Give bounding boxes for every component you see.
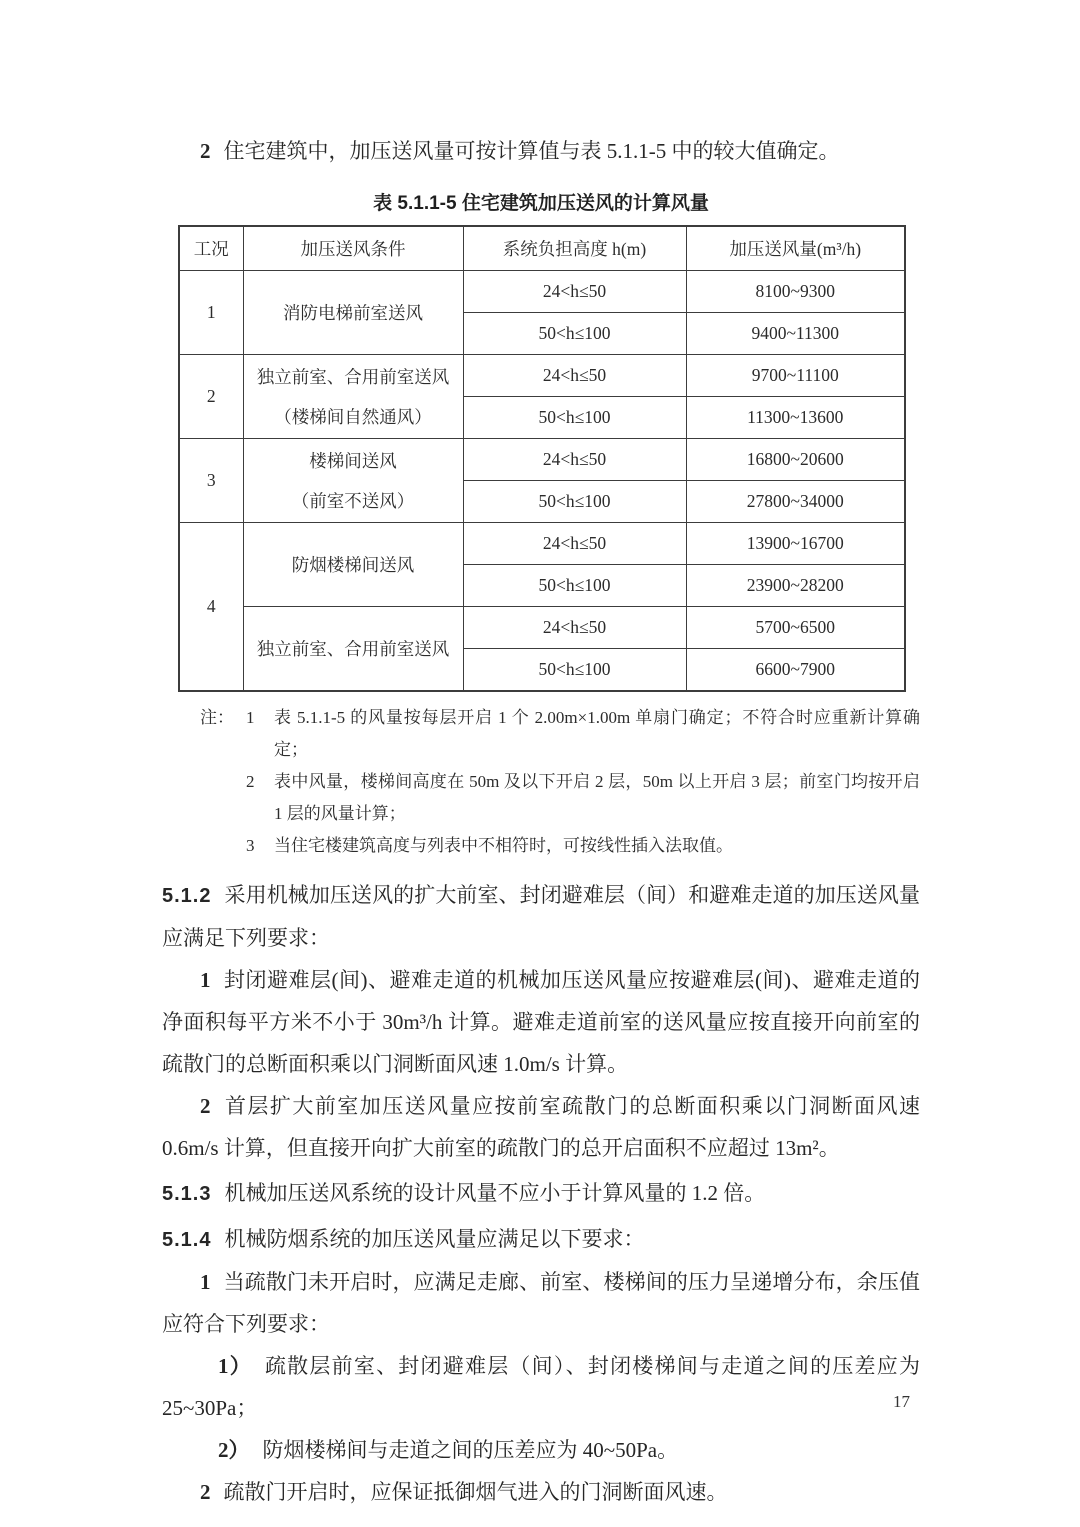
condition-cell: 消防电梯前室送风	[243, 271, 463, 355]
paragraph-text: 疏散层前室、封闭避难层（间）、封闭楼梯间与走道之间的压差应为 25~30Pa；	[162, 1354, 920, 1420]
height-cell: 24<h≤50	[463, 355, 686, 397]
table-header-row	[179, 226, 905, 271]
list-paragraph	[162, 1471, 920, 1513]
height-cell: 24<h≤50	[463, 271, 686, 313]
intro-paragraph	[162, 130, 920, 172]
note-item	[200, 766, 920, 830]
paragraph-text: 首层扩大前室加压送风量应按前室疏散门的总断面积乘以门洞断面风速 0.6m/s 计算，但直接开向扩大前室的疏散门的总开启面积不应超过 13m²。	[162, 1094, 920, 1160]
note-number: 1	[246, 708, 255, 727]
airflow-cell: 9400~11300	[686, 313, 905, 355]
table-title: 表 5.1.1-5 住宅建筑加压送风的计算风量	[373, 193, 709, 214]
height-cell: 50<h≤100	[463, 649, 686, 692]
sublist-paragraph	[162, 1345, 920, 1429]
sublist-paragraph	[162, 1429, 920, 1471]
note-item	[200, 702, 920, 766]
condition-cell: 独立前室、合用前室送风	[243, 607, 463, 692]
height-cell: 50<h≤100	[463, 397, 686, 439]
case-cell: 3	[179, 439, 243, 523]
paragraph-text: 机械防烟系统的加压送风量应满足以下要求：	[224, 1227, 645, 1251]
list-paragraph	[162, 1085, 920, 1169]
condition-line: （前室不送风）	[291, 490, 415, 511]
condition-cell: 防烟楼梯间送风	[243, 523, 463, 607]
note-text: 表中风量，楼梯间高度在 50m 及以下开启 2 层，50m 以上开启 3 层；前室门均按开启 1 层的风量计算；	[274, 772, 920, 823]
note-label	[200, 766, 246, 830]
height-cell: 50<h≤100	[463, 313, 686, 355]
airflow-cell: 9700~11100	[686, 355, 905, 397]
page-content	[162, 130, 920, 1513]
condition-cell	[243, 355, 463, 439]
case-cell: 4	[179, 523, 243, 692]
paragraph-number: 1）	[218, 1354, 252, 1378]
paragraph-text: 疏散门开启时，应保证抵御烟气进入的门洞断面风速。	[223, 1480, 728, 1504]
section-number: 5.1.3	[162, 1183, 212, 1205]
section-paragraph	[162, 874, 920, 959]
header-cell-height: 系统负担高度 h(m)	[463, 226, 686, 271]
list-paragraph	[162, 1261, 920, 1345]
height-cell: 24<h≤50	[463, 607, 686, 649]
paragraph-number: 1	[200, 968, 211, 992]
header-cell-airflow: 加压送风量(m³/h)	[686, 226, 905, 271]
condition-line: （楼梯间自然通风）	[274, 406, 432, 427]
paragraph-number: 2	[200, 1480, 211, 1504]
airflow-cell: 13900~16700	[686, 523, 905, 565]
airflow-cell: 16800~20600	[686, 439, 905, 481]
paragraph-text: 住宅建筑中，加压送风量可按计算值与表 5.1.1-5 中的较大值确定。	[223, 139, 840, 163]
table-row	[179, 439, 905, 481]
height-cell: 24<h≤50	[463, 439, 686, 481]
header-cell-case: 工况	[179, 226, 243, 271]
paragraph-number: 1	[200, 1270, 211, 1294]
table-row	[179, 607, 905, 649]
note-text: 表 5.1.1-5 的风量按每层开启 1 个 2.00m×1.00m 单扇门确定；不符合时应重新计算确定；	[274, 708, 920, 759]
section-paragraph	[162, 1172, 920, 1215]
section-number: 5.1.4	[162, 1229, 212, 1251]
height-cell: 24<h≤50	[463, 523, 686, 565]
pressurization-airflow-table	[178, 225, 906, 692]
list-paragraph	[162, 959, 920, 1085]
page-number: 17	[893, 1392, 910, 1411]
note-number: 3	[246, 836, 255, 855]
table-row	[179, 355, 905, 397]
paragraph-number: 2）	[218, 1438, 250, 1462]
paragraph-text: 采用机械加压送风的扩大前室、封闭避难层（间）和避难走道的加压送风量应满足下列要求：	[162, 883, 920, 950]
note-label	[200, 830, 246, 862]
condition-cell	[243, 439, 463, 523]
airflow-cell: 6600~7900	[686, 649, 905, 692]
airflow-cell: 23900~28200	[686, 565, 905, 607]
condition-line: 独立前室、合用前室送风	[256, 366, 450, 387]
table-row	[179, 523, 905, 565]
condition-line: 楼梯间送风	[309, 450, 397, 471]
table-row	[179, 271, 905, 313]
note-number: 2	[246, 772, 255, 791]
airflow-cell: 8100~9300	[686, 271, 905, 313]
table-notes	[200, 702, 920, 862]
note-text: 当住宅楼建筑高度与列表中不相符时，可按线性插入法取值。	[274, 836, 733, 855]
note-label: 注：	[200, 708, 234, 727]
case-cell: 2	[179, 355, 243, 439]
height-cell: 50<h≤100	[463, 481, 686, 523]
body-paragraphs	[162, 874, 920, 1513]
section-number: 5.1.2	[162, 885, 212, 907]
paragraph-number: 2	[200, 1094, 211, 1118]
section-paragraph	[162, 1218, 920, 1261]
paragraph-text: 当疏散门未开启时，应满足走廊、前室、楼梯间的压力呈递增分布，余压值应符合下列要求：	[162, 1270, 920, 1336]
paragraph-number: 2	[200, 139, 211, 163]
header-cell-condition: 加压送风条件	[243, 226, 463, 271]
height-cell: 50<h≤100	[463, 565, 686, 607]
paragraph-text: 防烟楼梯间与走道之间的压差应为 40~50Pa。	[262, 1438, 679, 1462]
paragraph-text: 机械加压送风系统的设计风量不应小于计算风量的 1.2 倍。	[224, 1181, 766, 1205]
airflow-cell: 5700~6500	[686, 607, 905, 649]
note-item	[200, 830, 920, 862]
airflow-cell: 27800~34000	[686, 481, 905, 523]
airflow-cell: 11300~13600	[686, 397, 905, 439]
case-cell: 1	[179, 271, 243, 355]
paragraph-text: 封闭避难层(间)、避难走道的机械加压送风量应按避难层(间)、避难走道的净面积每平方米不小于 30m³/h 计算。避难走道前室的送风量应按直接开向前室的疏散门的总断面积乘以门洞断面风速 1.0m/s 计算。	[162, 968, 920, 1076]
